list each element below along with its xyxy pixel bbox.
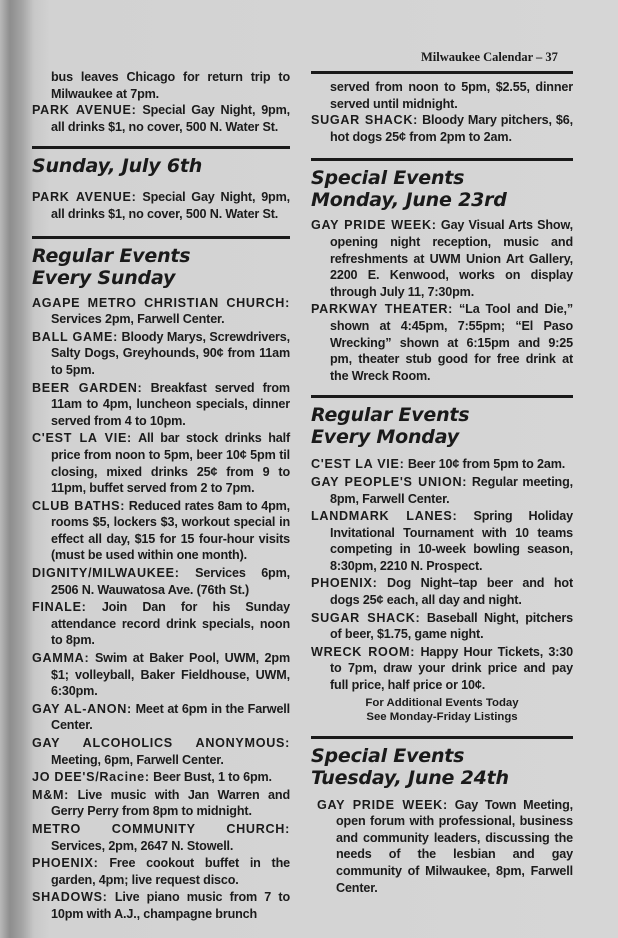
listing-entry: [311, 575, 573, 608]
left-column: [32, 0, 290, 924]
venue-name: SHADOWS:: [32, 890, 108, 905]
event-text: Bloody Marys, Screwdrivers, Salty Dogs, Greyhounds, 90¢ from 11am to 5pm.: [51, 329, 291, 377]
section-subheading: Monday, June 23rd: [311, 189, 507, 212]
section-heading: Regular Events: [311, 404, 470, 427]
section-subheading: Every Sunday: [32, 266, 176, 289]
event-text: Spring Holiday Invitational Tournament with 10 teams competing in 10-week bowling season, 8:30pm, 2210 N. Prospect.: [330, 509, 573, 573]
venue-name: METRO COMMUNITY CHURCH:: [32, 821, 290, 836]
listing-entry: [317, 797, 573, 897]
venue-name: SUGAR SHACK:: [311, 610, 421, 625]
venue-name: GAY PEOPLE'S UNION:: [311, 474, 468, 489]
venue-name: PHOENIX:: [32, 856, 99, 871]
venue-name: WRECK ROOM:: [311, 644, 416, 659]
listing-entry: [311, 474, 573, 507]
event-text: Services 6pm, 2506 N. Wauwatosa Ave. (76th St.): [51, 566, 290, 597]
note-line: For Additional Events Today: [365, 696, 519, 709]
event-text: Meeting, 6pm, Farwell Center.: [51, 752, 224, 767]
event-text: Swim at Baker Pool, UWM, 2pm $1; volleyball, Baker Fieldhouse, UWM, 6:30pm.: [51, 651, 290, 699]
continued-entry: served from noon to 5pm, $2.55, dinner served until midnight.: [330, 80, 573, 111]
listing-entry: [32, 430, 290, 496]
venue-name: SUGAR SHACK:: [311, 113, 419, 128]
listing-entry: [311, 508, 573, 574]
event-text: Gay Visual Arts Show, opening night reception, music and refreshments at UWM Union Art Gallery, 2200 E. Kenwood, works on display through July 11, 7:30pm.: [330, 218, 573, 299]
venue-name: PHOENIX:: [311, 576, 378, 591]
event-text: Gay Town Meeting, open forum with professional, business and community leaders, discussing the needs of the lesbian and gay community of Milwaukee, 8pm, Farwell Center.: [336, 797, 573, 895]
venue-name: PARKWAY THEATER:: [311, 302, 454, 317]
event-text: Join Dan for his Sunday attendance record drink specials, noon to 8pm.: [51, 600, 290, 648]
event-text: Regular meeting, 8pm, Farwell Center.: [330, 474, 573, 506]
event-text: Meet at 6pm in the Farwell Center.: [51, 701, 290, 733]
venue-name: BALL GAME:: [32, 329, 118, 344]
listing-entry: [32, 329, 290, 379]
listing-entry: [32, 855, 290, 888]
event-text: Beer 10¢ from 5pm to 2am.: [407, 457, 566, 472]
event-text: Reduced rates 8am to 4pm, rooms $5, lockers $3, workout special in effect all day, $15 for 15 four-hour visits (must be used within one month).: [51, 498, 291, 563]
venue-name: PARK AVENUE:: [32, 190, 137, 205]
listing-entry: [32, 735, 290, 768]
venue-name: PARK AVENUE:: [32, 103, 137, 118]
listing-entry: [311, 610, 573, 643]
event-text: Services, 2pm, 2647 N. Stowell.: [51, 838, 234, 853]
venue-name: CLUB BATHS:: [32, 498, 126, 513]
listing-entry: [32, 599, 290, 649]
venue-name: LANDMARK LANES:: [311, 509, 458, 524]
event-text: Services 2pm, Farwell Center.: [51, 312, 225, 327]
event-text: Live music with Jan Warren and Gerry Perry from 8pm to midnight.: [51, 787, 290, 819]
listing-entry: [32, 295, 290, 328]
listing-entry: [32, 769, 290, 786]
section-heading: Sunday, July 6th: [32, 155, 203, 178]
listing-entry: [311, 112, 573, 145]
venue-name: C'EST LA VIE:: [311, 457, 405, 472]
venue-name: JO DEE'S/Racine:: [32, 770, 150, 785]
listing-entry: [311, 217, 573, 300]
listing-entry: [32, 787, 290, 820]
listing-entry: [32, 189, 290, 222]
venue-name: DIGNITY/MILWAUKEE:: [32, 566, 180, 581]
venue-name: C'EST LA VIE:: [32, 431, 132, 446]
event-text: Happy Hour Tickets, 3:30 to 7pm, draw your drink price and pay full price, half price or 10¢.: [330, 644, 573, 693]
section-heading: Special Events: [311, 744, 465, 767]
event-text: All bar stock drinks half price from noon to 5pm, beer 10¢ 5pm til closing, mixed drinks 25¢ from 9 to 11pm, buffet served from 2 to 7pm.: [51, 431, 290, 496]
section-subheading: Every Monday: [311, 426, 459, 449]
venue-name: FINALE:: [32, 600, 87, 615]
venue-name: GAY AL-ANON:: [32, 701, 132, 716]
section-heading: Regular Events: [32, 244, 191, 267]
listing-entry: [32, 821, 290, 854]
venue-name: GAY ALCOHOLICS ANONYMOUS:: [32, 736, 290, 750]
listing-entry: [32, 650, 290, 700]
event-text: Breakfast served from 11am to 4pm, luncheon specials, dinner served from 4 to 10pm.: [51, 380, 290, 428]
monday-special-list: [311, 217, 573, 384]
tuesday-special-list: [311, 797, 573, 897]
listing-entry: [32, 380, 290, 430]
monday-regular-list: [311, 456, 573, 693]
section-heading: Special Events: [311, 167, 465, 190]
event-text: Free cookout buffet in the garden, 4pm; live request disco.: [51, 856, 290, 887]
listing-entry: [32, 565, 290, 598]
venue-name: M&M:: [32, 787, 70, 802]
event-text: Beer Bust, 1 to 6pm.: [153, 770, 272, 785]
event-text: Bloody Mary pitchers, $6, hot dogs 25¢ from 2pm to 2am.: [330, 113, 573, 144]
listing-entry: [32, 102, 290, 135]
sunday-regular-list: [32, 295, 290, 923]
event-text: Special Gay Night, 9pm, all drinks $1, no cover, 500 N. Water St.: [51, 103, 290, 134]
event-text: Baseball Night, pitchers of beer, $1.75, game night.: [330, 610, 573, 642]
note-line: See Monday-Friday Listings: [366, 710, 518, 723]
event-text: Live piano music from 7 to 10pm with A.J., champagne brunch: [51, 890, 290, 921]
listing-entry: [311, 456, 573, 473]
venue-name: GAMMA:: [32, 651, 90, 666]
continued-entry: bus leaves Chicago for return trip to Milwaukee at 7pm.: [51, 70, 290, 101]
listing-entry: [311, 644, 573, 694]
listing-entry: [311, 301, 573, 384]
section-subheading: Tuesday, June 24th: [311, 766, 509, 789]
venue-name: BEER GARDEN:: [32, 380, 143, 395]
venue-name: GAY PRIDE WEEK:: [317, 797, 448, 812]
event-text: “La Tool and Die,” shown at 4:45pm, 7:55pm; “El Paso Wrecking” shown at 6:15pm and 9:25 pm, theater stub good for free drink at the Wreck Room.: [330, 302, 573, 383]
listing-entry: [32, 498, 290, 564]
running-head: Milwaukee Calendar – 37: [421, 50, 558, 64]
event-text: Dog Night–tap beer and hot dogs 25¢ each, all day and night.: [330, 576, 573, 608]
venue-name: AGAPE METRO CHRISTIAN CHURCH:: [32, 295, 290, 310]
event-text: Special Gay Night, 9pm, all drinks $1, no cover, 500 N. Water St.: [51, 190, 290, 221]
right-column: [311, 0, 573, 897]
listing-entry: [32, 701, 290, 734]
listing-entry: [32, 889, 290, 922]
venue-name: GAY PRIDE WEEK:: [311, 218, 437, 233]
